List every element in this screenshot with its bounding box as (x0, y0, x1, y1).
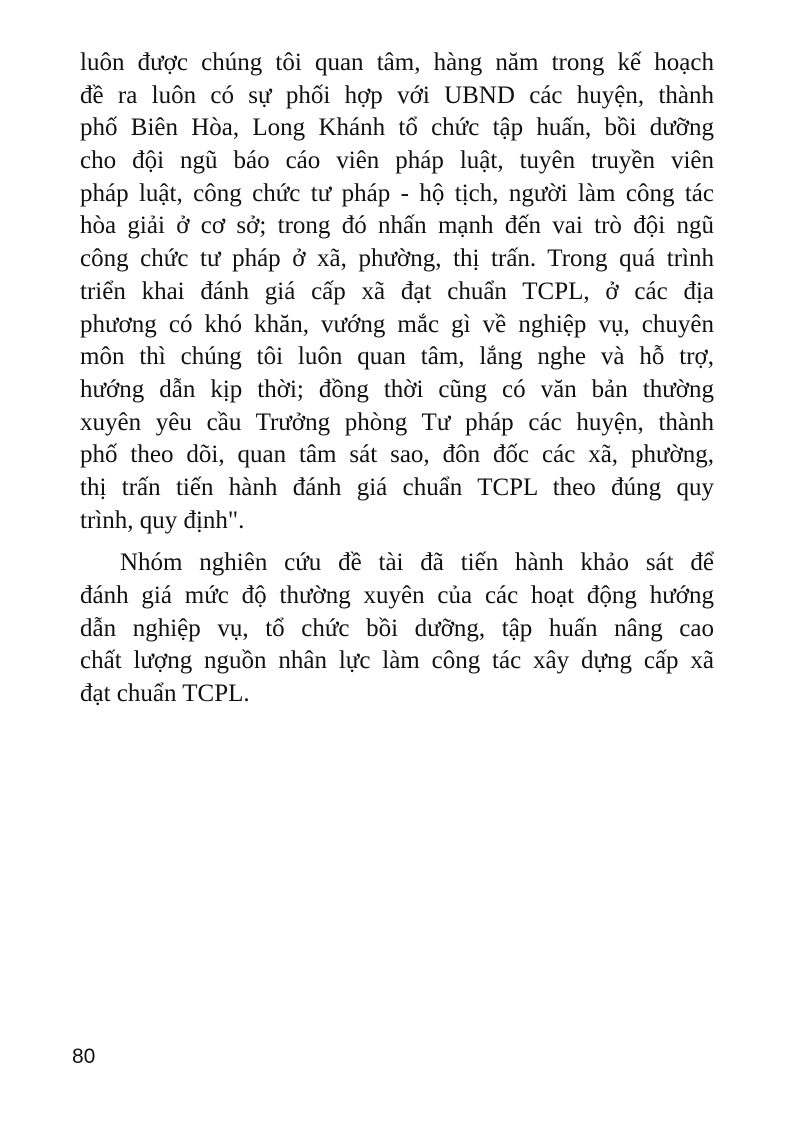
text-line: đánh giá mức độ thường xuyên của các hoạt động hướng (80, 582, 714, 609)
text-line: chất lượng nguồn nhân lực làm công tác xây dựng cấp xã (80, 647, 714, 675)
text-line: Nhóm nghiên cứu đề tài đã tiến hành khảo sát để (120, 549, 714, 577)
page-body (80, 47, 714, 711)
text-line: thị trấn tiến hành đánh giá chuẩn TCPL theo đúng quy (80, 473, 714, 501)
text-line: triển khai đánh giá cấp xã đạt chuẩn TCPL, ở các địa (80, 277, 714, 305)
text-line: cho đội ngũ báo cáo viên pháp luật, tuyên truyền viên (80, 147, 714, 175)
paragraph-1 (80, 47, 714, 537)
text-line: trình, quy định". (80, 506, 245, 534)
page-number: 80 (72, 1045, 96, 1068)
text-line: công chức tư pháp ở xã, phường, thị trấn. Trong quá trình (80, 245, 714, 273)
text-line: hòa giải ở cơ sở; trong đó nhấn mạnh đến vai trò đội ngũ (80, 212, 714, 240)
text-line: môn thì chúng tôi luôn quan tâm, lắng nghe và hỗ trợ, (80, 343, 714, 371)
text-line: phương có khó khăn, vướng mắc gì về nghiệp vụ, chuyên (80, 310, 714, 338)
text-line: luôn được chúng tôi quan tâm, hàng năm trong kế hoạch (80, 49, 714, 76)
text-line: hướng dẫn kịp thời; đồng thời cũng có văn bản thường (80, 375, 714, 403)
text-line: đạt chuẩn TCPL. (80, 680, 250, 708)
text-line: pháp luật, công chức tư pháp - hộ tịch, người làm công tác (80, 179, 714, 207)
text-line: xuyên yêu cầu Trưởng phòng Tư pháp các huyện, thành (80, 408, 714, 436)
text-line: phố Biên Hòa, Long Khánh tổ chức tập huấn, bồi dưỡng (80, 114, 714, 142)
text-line: phố theo dõi, quan tâm sát sao, đôn đốc các xã, phường, (80, 441, 714, 469)
text-line: dẫn nghiệp vụ, tổ chức bồi dưỡng, tập huấn nâng cao (80, 614, 714, 642)
text-line: đề ra luôn có sự phối hợp với UBND các huyện, thành (80, 81, 714, 109)
paragraph-2 (80, 547, 714, 710)
